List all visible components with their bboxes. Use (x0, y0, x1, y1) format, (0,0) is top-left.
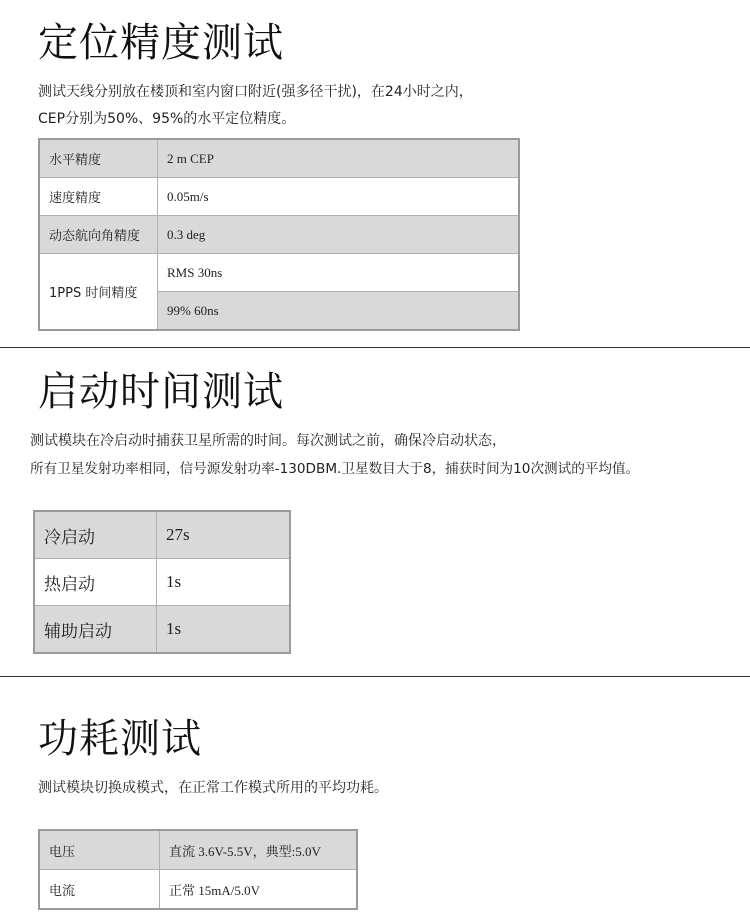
table-row (39, 216, 519, 254)
voltage-value: 直流 3.6V-5.5V，典型:5.0V (160, 830, 358, 870)
pps-99-value: 99% 60ns (158, 292, 520, 331)
table-row (39, 870, 357, 910)
startup-description-line-1: 测试模块在冷启动时捕获卫星所需的时间。每次测试之前，确保冷启动状态， (30, 433, 506, 449)
table-row (34, 606, 290, 654)
table-row (39, 254, 519, 292)
section-divider (0, 347, 750, 348)
power-description-line-1: 测试模块切换成模式，在正常工作模式所用的平均功耗。 (38, 780, 388, 796)
positioning-title: 定位精度测试 (38, 20, 284, 66)
current-value: 正常 15mA/5.0V (160, 870, 358, 910)
table-row (34, 559, 290, 606)
hot-start-value: 1s (157, 559, 291, 606)
positioning-description-line-1: 测试天线分别放在楼顶和室内窗口附近(强多径干扰)，在24小时之内， (38, 84, 473, 100)
pps-accuracy-label: 1PPS 时间精度 (39, 254, 158, 331)
heading-accuracy-value: 0.3 deg (158, 216, 520, 254)
voltage-label: 电压 (39, 830, 160, 870)
cold-start-label: 冷启动 (34, 511, 157, 559)
table-row (34, 511, 290, 559)
power-consumption-table (38, 829, 358, 910)
pps-rms-value: RMS 30ns (158, 254, 520, 292)
startup-time-table (33, 510, 291, 654)
horizontal-accuracy-value: 2 m CEP (158, 139, 520, 178)
table-row (39, 178, 519, 216)
heading-accuracy-label: 动态航向角精度 (39, 216, 158, 254)
table-row (39, 139, 519, 178)
table-row (39, 830, 357, 870)
assisted-start-value: 1s (157, 606, 291, 654)
current-label: 电流 (39, 870, 160, 910)
speed-accuracy-value: 0.05m/s (158, 178, 520, 216)
assisted-start-label: 辅助启动 (34, 606, 157, 654)
hot-start-label: 热启动 (34, 559, 157, 606)
startup-description-line-2: 所有卫星发射功率相同，信号源发射功率-130DBM.卫星数目大于8，捕获时间为10次测试的平均值。 (30, 461, 640, 477)
power-title: 功耗测试 (38, 716, 202, 762)
cold-start-value: 27s (157, 511, 291, 559)
section-divider (0, 676, 750, 677)
horizontal-accuracy-label: 水平精度 (39, 139, 158, 178)
positioning-accuracy-table (38, 138, 520, 331)
positioning-description-line-2: CEP分别为50%、95%的水平定位精度。 (38, 111, 296, 127)
speed-accuracy-label: 速度精度 (39, 178, 158, 216)
startup-title: 启动时间测试 (38, 369, 284, 415)
